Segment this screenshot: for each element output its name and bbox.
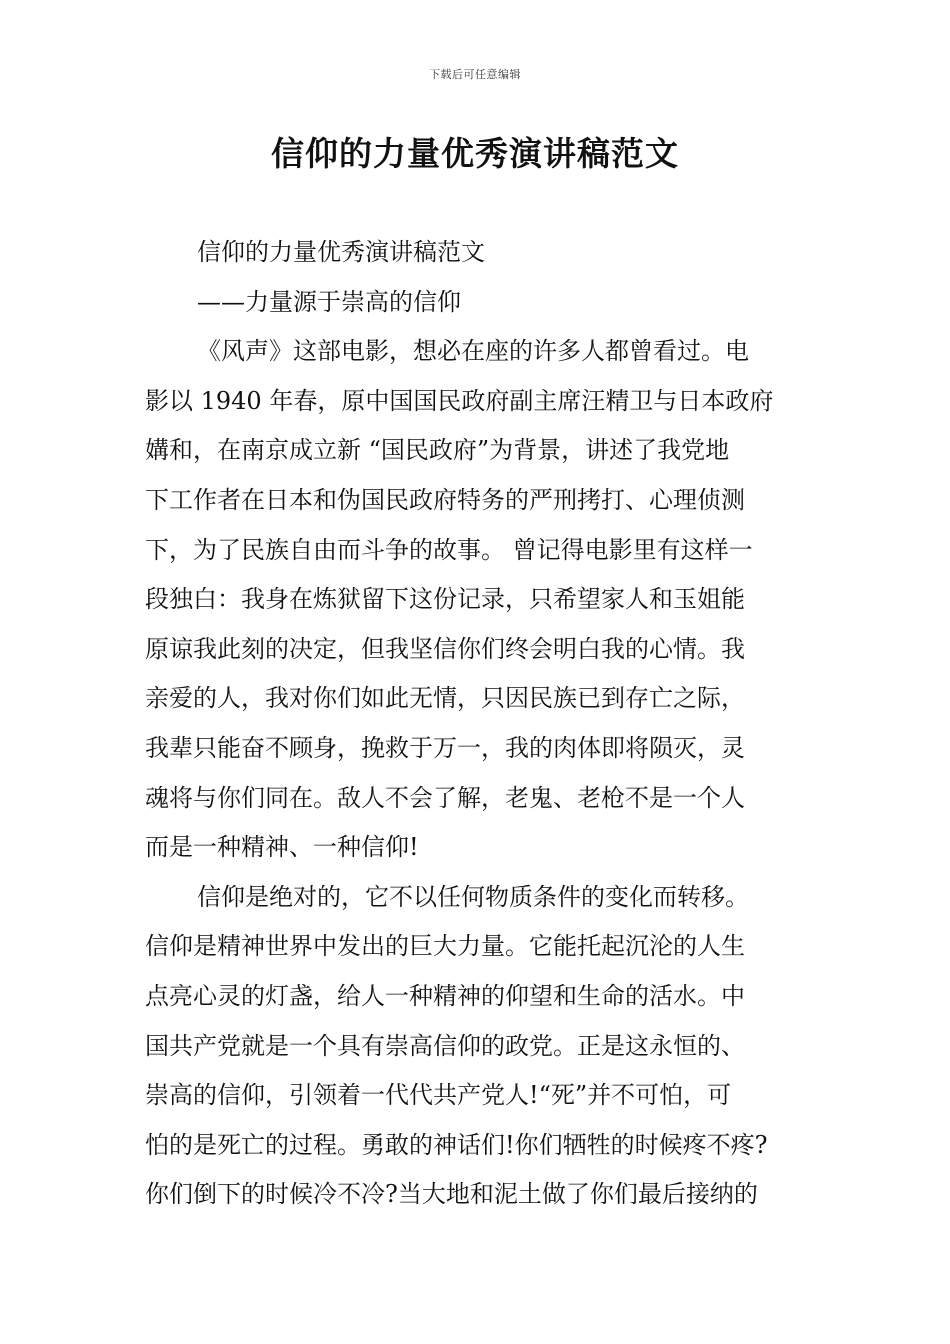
paragraph-line: 国共产党就是一个具有崇高信仰的政党。正是这永恒的、 — [145, 1031, 745, 1060]
paragraph-1 — [145, 327, 815, 873]
paragraph-line: 我辈只能奋不顾身，挽救于万一，我的肉体即将陨灭，灵 — [145, 733, 745, 762]
header-note: 下载后可任意编辑 — [429, 68, 521, 81]
paragraph-line: 你们倒下的时候冷不冷?当大地和泥土做了你们最后接纳的 — [145, 1180, 758, 1209]
paragraph-line: 原谅我此刻的决定，但我坚信你们终会明白我的心情。我 — [145, 634, 745, 663]
paragraph-line: 亲爱的人，我对你们如此无情，只因民族已到存亡之际， — [145, 684, 745, 713]
intro-heading: 信仰的力量优秀演讲稿范文 — [197, 238, 485, 266]
paragraph-line: 信仰是精神世界中发出的巨大力量。它能托起沉沦的人生 — [145, 932, 745, 961]
document-body — [145, 228, 815, 1220]
paragraph-2 — [145, 873, 815, 1220]
paragraph-line: 而是一种精神、一种信仰! — [145, 833, 419, 862]
paragraph-line: 媾和，在南京成立新 “国民政府”为背景，讲述了我党地 — [145, 436, 730, 465]
paragraph-line: 怕的是死亡的过程。勇敢的神话们!你们牺牲的时候疼不疼? — [145, 1130, 768, 1159]
paragraph-line: 信仰是绝对的，它不以任何物质条件的变化而转移。 — [197, 882, 749, 911]
paragraph-line: 下，为了民族自由而斗争的故事。 曾记得电影里有这样一 — [145, 535, 753, 564]
paragraph-line: 魂将与你们同在。敌人不会了解，老鬼、老枪不是一个人 — [145, 783, 745, 812]
paragraph-line: 崇高的信仰，引领着一代代共产党人!“死”并不可怕，可 — [145, 1081, 732, 1110]
paragraph-line: 《风声》这部电影，想必在座的许多人都曾看过。电 — [197, 337, 749, 366]
paragraph-line: 点亮心灵的灯盏，给人一种精神的仰望和生命的活水。中 — [145, 981, 745, 1010]
paragraph-line: 下工作者在日本和伪国民政府特务的严刑拷打、心理侦测 — [145, 485, 745, 514]
document-title: 信仰的力量优秀演讲稿范文 — [271, 134, 679, 173]
paragraph-line: 影以 1940 年春，原中国国民政府副主席汪精卫与日本政府 — [145, 386, 774, 415]
intro-subheading: ——力量源于崇高的信仰 — [197, 287, 461, 316]
paragraph-line: 段独白：我身在炼狱留下这份记录，只希望家人和玉姐能 — [145, 585, 745, 614]
